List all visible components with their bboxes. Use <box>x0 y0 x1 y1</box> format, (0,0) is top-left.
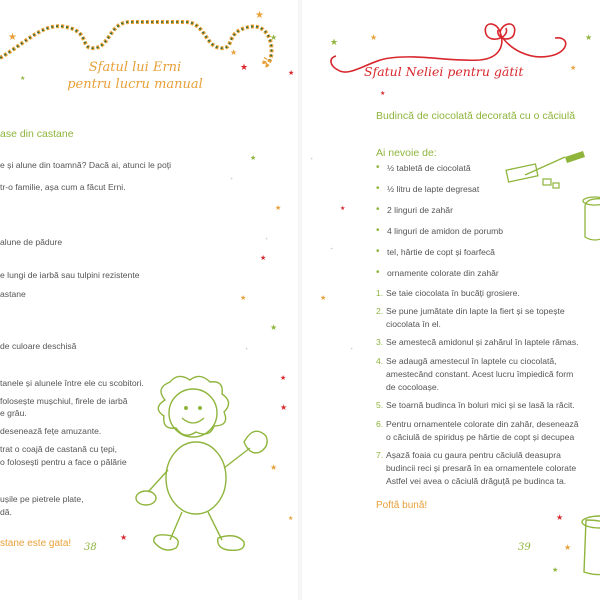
pudding-bowl-illustration <box>550 510 600 580</box>
step-text-line: de cocoloașe. <box>386 382 440 392</box>
right-page-number: 39 <box>518 542 531 553</box>
step-text-line: Se toarnă budinca în boluri mici și se lasă la răcit. <box>386 400 575 410</box>
step-number: 5. <box>376 400 384 410</box>
svg-text:★: ★ <box>585 33 593 42</box>
svg-text:✦: ✦ <box>330 246 334 251</box>
ingredient-item: 4 linguri de amidon de porumb <box>387 226 504 236</box>
ingredient-item: ornamente colorate din zahăr <box>387 268 499 278</box>
step-text-line: budincii reci și presară în ea ornamentele colorate <box>386 463 577 473</box>
svg-text:★: ★ <box>20 76 26 82</box>
left-material-4: de culoare deschisă <box>0 341 77 351</box>
ingredient-item: tel, hârtie de copt și foarfecă <box>387 247 495 257</box>
svg-text:✦: ✦ <box>310 156 314 161</box>
ribbon-bow-decoration <box>300 0 600 100</box>
svg-text:★: ★ <box>230 48 238 57</box>
ingredient-bullet: • <box>376 246 380 257</box>
svg-text:★: ★ <box>280 375 287 382</box>
ingredient-bullet: • <box>376 204 380 215</box>
step-number: 4. <box>376 356 384 366</box>
step-text-line: Se pune jumătate din lapte la fiert și se topește <box>386 306 565 316</box>
left-step-5a: ușile pe pietrele plate, <box>0 494 84 504</box>
svg-text:★: ★ <box>255 10 264 21</box>
step-number: 2. <box>376 306 384 316</box>
left-step-4b: o folosești pentru a face o pălărie <box>0 457 127 467</box>
svg-text:★: ★ <box>330 37 339 47</box>
svg-text:✦: ✦ <box>245 346 249 351</box>
svg-text:★: ★ <box>280 403 288 412</box>
svg-text:★: ★ <box>270 323 278 332</box>
recipe-title: Budincă de ciocolată decorată cu o căciulă <box>376 110 576 122</box>
step-text-line: amestecând constant. Acest lucru împiedică form <box>386 369 574 379</box>
left-material-3: astane <box>0 289 26 299</box>
svg-text:★: ★ <box>340 206 346 212</box>
svg-text:✦: ✦ <box>230 176 234 181</box>
left-intro-line-2: tr-o familie, așa cum a făcut Erni. <box>0 182 126 192</box>
svg-text:★: ★ <box>240 62 249 72</box>
svg-text:★: ★ <box>380 91 386 97</box>
left-step-2b: e grâu. <box>0 408 27 418</box>
svg-text:★: ★ <box>564 543 572 552</box>
ingredient-bullet: • <box>376 267 380 278</box>
left-intro-line-1: e și alune din toamnă? Dacă ai, atunci le poți <box>0 160 172 170</box>
svg-text:★: ★ <box>552 567 559 574</box>
left-step-4a: trat o coajă de castană cu țepi, <box>0 444 118 454</box>
svg-text:★: ★ <box>556 513 564 522</box>
left-page-number: 38 <box>84 542 97 553</box>
knife-and-chocolate-illustration <box>505 145 600 245</box>
ingredient-bullet: • <box>376 162 380 173</box>
svg-text:★: ★ <box>270 33 278 42</box>
svg-text:★: ★ <box>570 65 577 72</box>
svg-text:★: ★ <box>250 155 257 162</box>
left-header-title-line1: Sfatul lui Erni <box>88 60 182 75</box>
svg-text:★: ★ <box>120 533 128 542</box>
right-header-title: Sfatul Neliei pentru gătit <box>364 64 524 79</box>
ingredient-bullet: • <box>376 183 380 194</box>
step-text-line: Astfel vei avea o căciulă drăguță pe budinca ta. <box>386 476 567 486</box>
step-number: 1. <box>376 288 384 298</box>
step-text-line: Se taie ciocolata în bucăți grosiere. <box>386 288 520 298</box>
ingredient-bullet: • <box>376 225 380 236</box>
left-step-1: tanele și alunele între ele cu scobitori. <box>0 378 144 388</box>
needs-heading: Ai nevoie de: <box>376 147 437 159</box>
svg-text:★: ★ <box>288 70 295 77</box>
step-text-line: Pentru ornamentele colorate din zahăr, desenează <box>386 419 579 429</box>
step-number: 7. <box>376 450 384 460</box>
right-star-sprinkles-decoration <box>300 100 370 400</box>
right-page <box>300 0 600 600</box>
step-number: 6. <box>376 419 384 429</box>
svg-text:★: ★ <box>260 255 267 262</box>
left-step-3: desenează fețe amuzante. <box>0 426 102 436</box>
left-material-1: alune de pădure <box>0 237 63 247</box>
ingredient-item: 2 linguri de zahăr <box>387 205 453 215</box>
svg-text:★: ★ <box>8 32 17 43</box>
step-text-line: Așază foaia cu gaura pentru căciulă deasupra <box>386 450 561 460</box>
svg-text:★: ★ <box>270 463 278 472</box>
svg-text:✦: ✦ <box>265 236 269 241</box>
left-section-title: ase din castane <box>0 128 74 140</box>
svg-text:★: ★ <box>240 295 247 302</box>
left-closing-text: stane este gata! <box>0 538 72 549</box>
right-closing-text: Poftă bună! <box>376 500 428 511</box>
left-step-5b: dă. <box>0 507 12 517</box>
svg-text:★: ★ <box>288 516 294 522</box>
ingredient-item: ½ tabletă de ciocolată <box>387 163 471 173</box>
svg-text:★: ★ <box>370 33 378 42</box>
left-material-2: e lungi de iarbă sau tulpini rezistente <box>0 270 140 280</box>
svg-text:★: ★ <box>275 205 282 212</box>
left-header-title-line2: pentru lucru manual <box>67 77 203 92</box>
step-number: 3. <box>376 337 384 347</box>
left-star-sprinkles-decoration <box>220 120 300 420</box>
step-text-line: o căciulă de spiriduș pe hârtie de copt și decupea <box>386 432 575 442</box>
step-text-line: Se amestecă amidonul și zahărul în laptele rămas. <box>386 337 579 347</box>
step-text-line: ciocolata în el. <box>386 319 441 329</box>
step-text-line: Se adaugă amestecul în laptele cu ciocolată, <box>386 356 557 366</box>
svg-text:✦: ✦ <box>350 346 354 351</box>
svg-text:★: ★ <box>320 295 327 302</box>
left-step-2a: folosește mușchiul, firele de iarbă <box>0 396 128 406</box>
ingredient-item: ½ litru de lapte degresat <box>387 184 480 194</box>
